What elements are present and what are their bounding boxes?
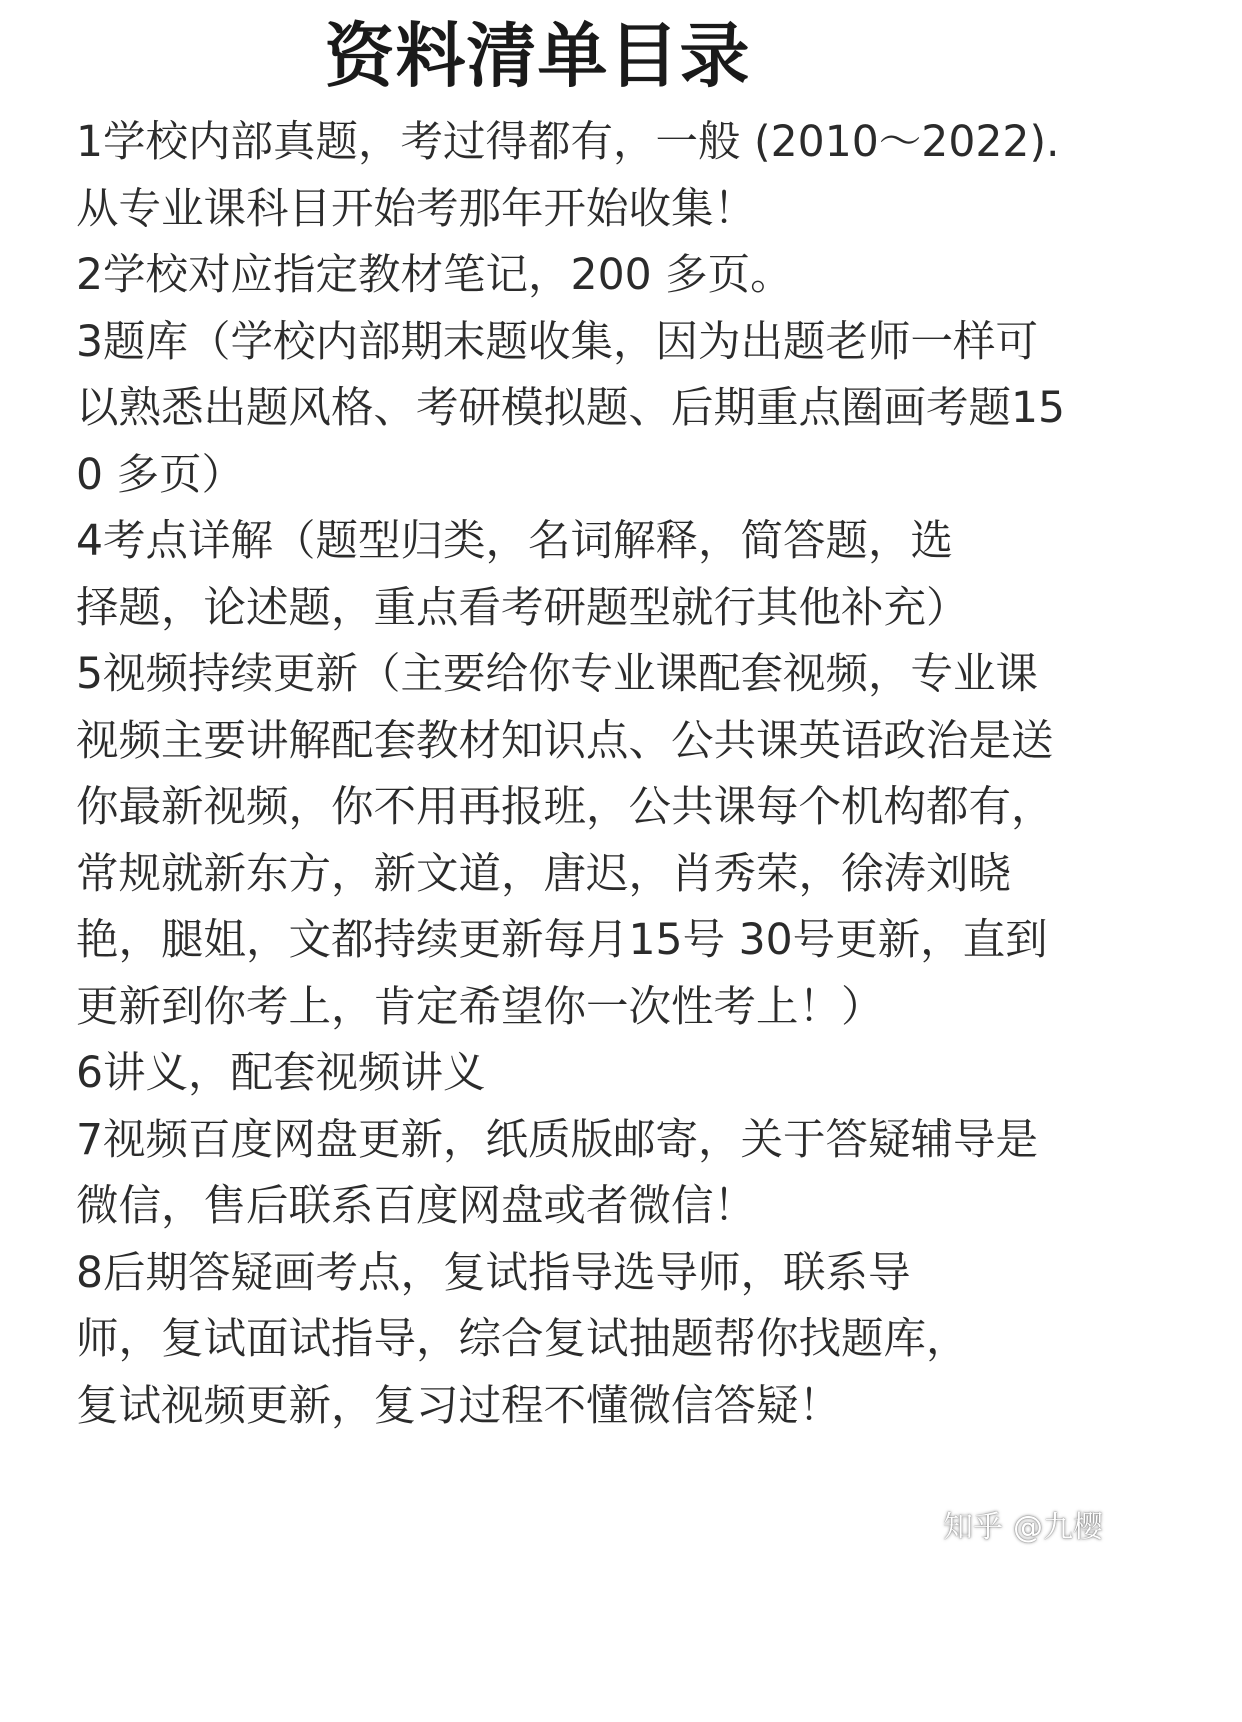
list-item: 8后期答疑画考点，复试指导选导师，联系导师，复试面试指导，综合复试抽题帮你找题库，复试视频更新，复习过程不懂微信答疑！ xyxy=(76,1248,969,1431)
watermark-site: 知乎 xyxy=(943,1510,1003,1545)
material-list xyxy=(76,110,1066,1440)
document-title: 资料清单目录 xyxy=(324,15,751,97)
list-item: 7视频百度网盘更新，纸质版邮寄，关于答疑辅导是微信，售后联系百度网盘或者微信！ xyxy=(76,1115,1039,1231)
list-item: 5视频持续更新（主要给你专业课配套视频，专业课视频主要讲解配套教材知识点、公共课英语政治是送你最新视频，你不用再报班，公共课每个机构都有，常规就新东方，新文道，唐迟，肖秀荣，徐涛刘晓艳，腿姐，文都持续更新每月15号 30号更新，直到更新到你考上，肯定希望你一次性考上！） xyxy=(76,650,1054,1032)
watermark-author: @九樱 xyxy=(1013,1510,1103,1545)
list-item: 2学校对应指定教材笔记，200 多页。 xyxy=(76,251,793,300)
list-item: 3题库（学校内部期末题收集，因为出题老师一样可以熟悉出题风格、考研模拟题、后期重点圈画考题150 多页） xyxy=(76,317,1066,500)
list-item: 4考点详解（题型归类，名词解释，简答题，选择题，论述题，重点看考研题型就行其他补充） xyxy=(76,517,969,633)
list-item: 6讲义，配套视频讲义 xyxy=(76,1049,486,1098)
watermark xyxy=(943,1500,1103,1548)
list-item: 1学校内部真题，考过得都有，一般 (2010～2022).从专业课科目开始考那年开始收集！ xyxy=(76,118,1060,234)
